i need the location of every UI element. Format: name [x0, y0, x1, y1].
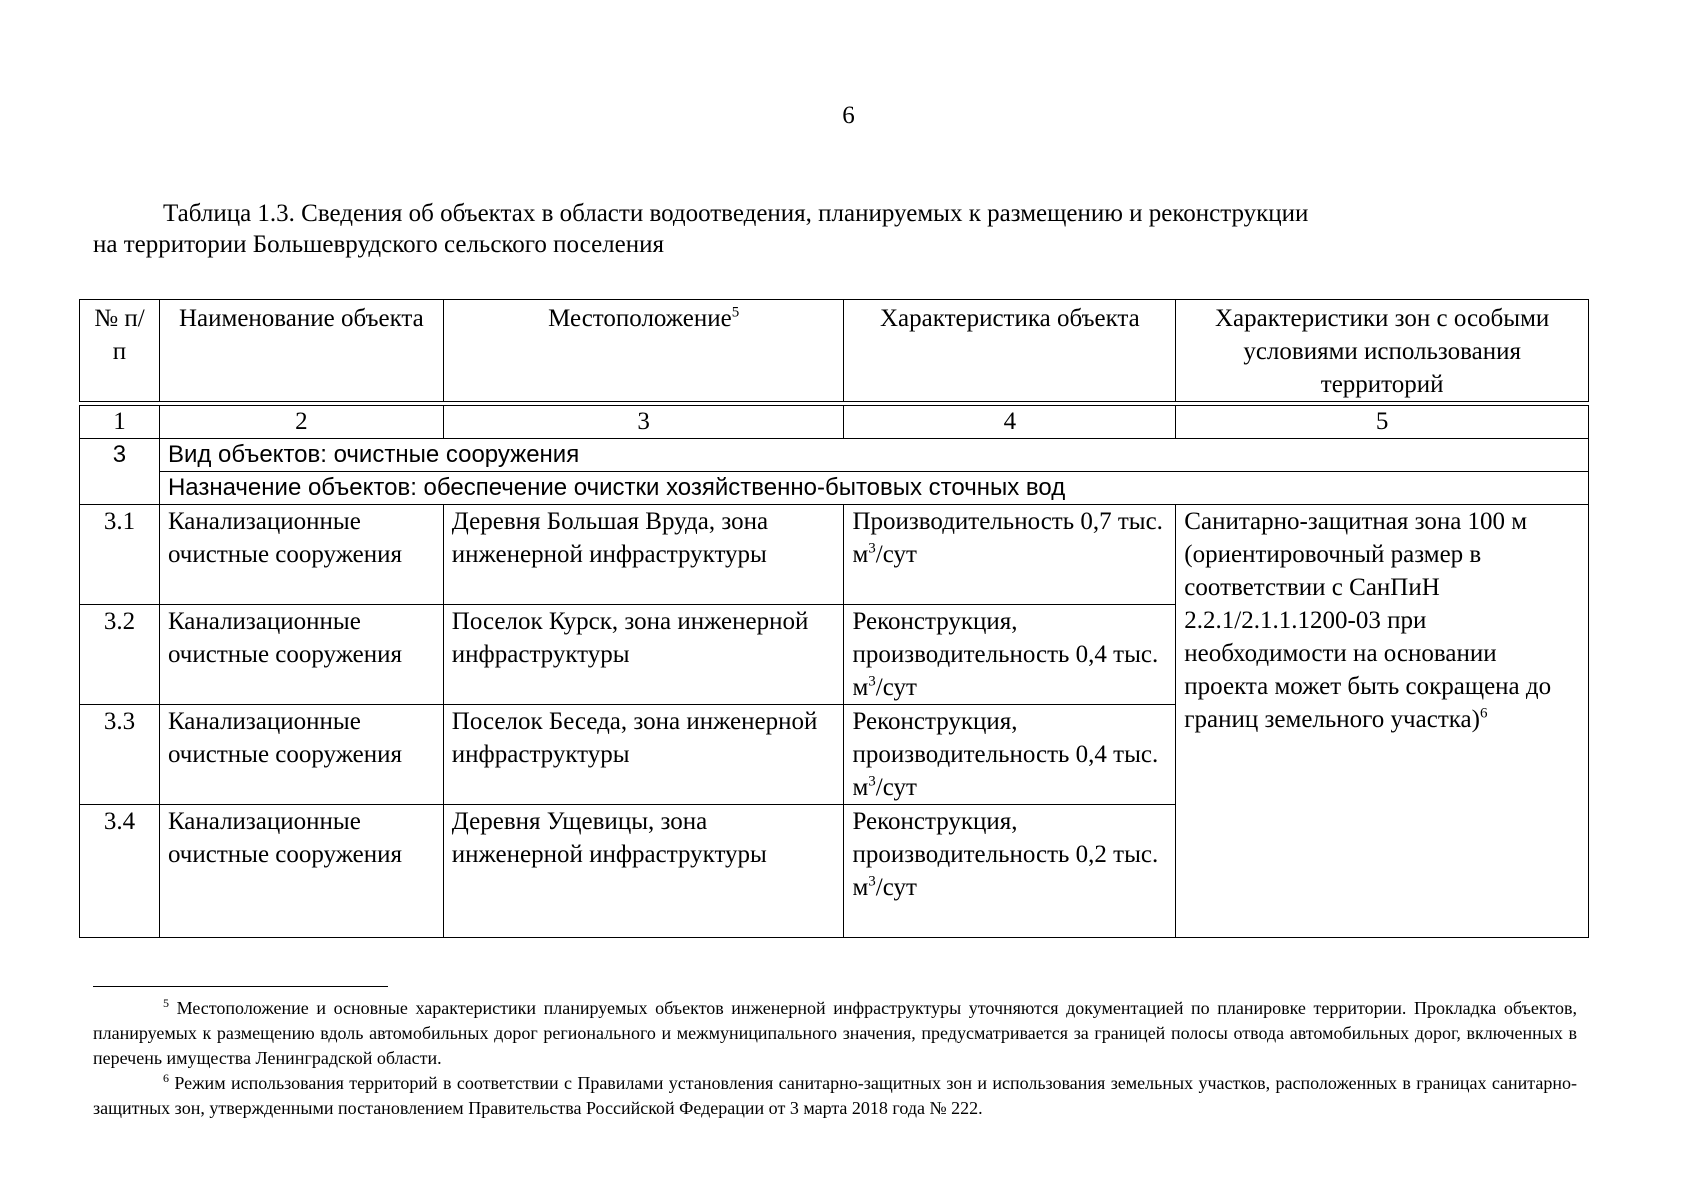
object-location: Деревня Ущевицы, зона инженерной инфраструктуры — [443, 805, 844, 938]
object-characteristic: Производительность 0,7 тыс. $м^3$/сут — [844, 505, 1176, 605]
row-number: 3.4 — [80, 805, 160, 938]
object-characteristic: Реконструкция, производительность 0,4 тыс. $м^3$/сут — [844, 605, 1176, 705]
column-number: 4 — [844, 406, 1176, 439]
row-number: 3.2 — [80, 605, 160, 705]
footnote-ref-5: 5 — [731, 304, 740, 321]
zone-characteristics: Санитарно-защитная зона 100 м (ориентировочный размер в соответствии с СанПиН 2.2.1/2.1.1.1200-03 при необходимости на основании проекта может быть сокращена до границ земельного участка)$^6$ — [1176, 505, 1589, 938]
caption-line-1: Таблица 1.3. Сведения об объектах в области водоотведения, планируемых к размещению и реконструкции — [163, 200, 1309, 227]
section-purpose-row — [80, 472, 1589, 505]
footnote-5: $^5$ Местоположение и основные характеристики планируемых объектов инженерной инфраструктуры уточняются документацией по планировке территории. Прокладка объектов, планируемых к размещению вдоль автомобильных дорог регионального и межмуниципального значения, предусматривается за границей полосы отвода автомобильных дорог, включенных в перечень имущества Ленинградской области. — [93, 996, 1578, 1068]
object-name: Канализационные очистные сооружения — [159, 805, 443, 938]
caption-line-2: на территории Большеврудского сельского поселения — [93, 231, 665, 258]
object-characteristic: Реконструкция, производительность 0,4 тыс. $м^3$/сут — [844, 705, 1176, 805]
column-number: 3 — [443, 406, 844, 439]
page-number: 6 — [842, 102, 855, 129]
header-characteristic: Характеристика объекта — [844, 300, 1176, 402]
header-name: Наименование объекта — [159, 300, 443, 402]
object-location: Деревня Большая Вруда, зона инженерной инфраструктуры — [443, 505, 844, 605]
object-characteristic: Реконструкция, производительность 0,2 тыс. $м^3$/сут — [844, 805, 1176, 938]
object-location: Поселок Беседа, зона инженерной инфраструктуры — [443, 705, 844, 805]
footnote-ref-6: 6 — [1479, 705, 1488, 722]
footnotes — [93, 996, 1577, 1121]
section-kind: Вид объектов: очистные сооружения — [159, 439, 1588, 472]
object-location: Поселок Курск, зона инженерной инфраструктуры — [443, 605, 844, 705]
column-number-row — [80, 406, 1589, 439]
section-number: 3 — [80, 439, 160, 505]
section-kind-row — [80, 439, 1589, 472]
table-header-row — [80, 300, 1589, 402]
table-row — [80, 505, 1589, 605]
header-zones: Характеристики зон с особыми условиями использования территорий — [1176, 300, 1589, 402]
footnote-6: $^6$ Режим использования территорий в соответствии с Правилами установления санитарно-защитных зон и использования земельных участков, расположенных в границах санитарно-защитных зон, утвержденными постановлением Правительства Российской Федерации от 3 марта 2018 года № 222. — [93, 1071, 1577, 1118]
row-number: 3.3 — [80, 705, 160, 805]
section-purpose: Назначение объектов: обеспечение очистки хозяйственно-бытовых сточных вод — [159, 472, 1588, 505]
column-number: 2 — [159, 406, 443, 439]
header-number: № п/п — [80, 300, 160, 402]
footnote-separator — [93, 986, 388, 987]
row-number: 3.1 — [80, 505, 160, 605]
column-number: 1 — [80, 406, 160, 439]
object-name: Канализационные очистные сооружения — [159, 505, 443, 605]
wastewater-objects-table — [79, 299, 1589, 938]
object-name: Канализационные очистные сооружения — [159, 605, 443, 705]
object-name: Канализационные очистные сооружения — [159, 705, 443, 805]
header-location: Местоположение$^5$ — [443, 300, 844, 402]
column-number: 5 — [1176, 406, 1589, 439]
table-caption — [93, 198, 1577, 260]
